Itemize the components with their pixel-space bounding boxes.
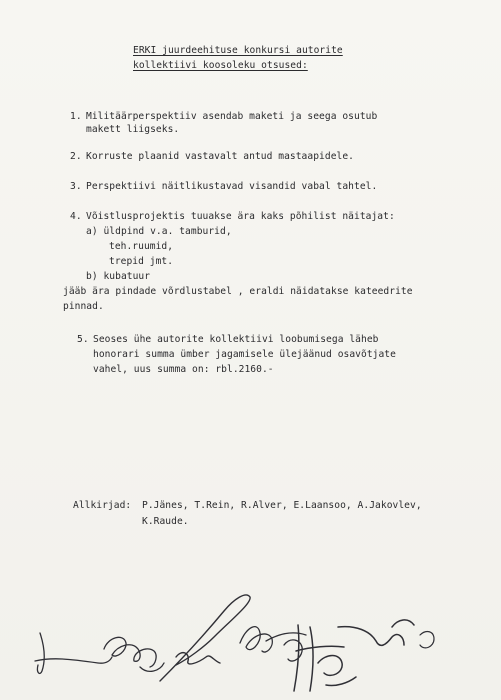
item-4-line-1: Võistlusprojektis tuuakse ära kaks põhilist näitajat:: [86, 211, 395, 222]
handwritten-signatures: [0, 575, 501, 700]
item-4-line-4: trepid jmt.: [109, 256, 174, 267]
item-4-line-7: pinnad.: [63, 301, 104, 312]
item-4-number: 4.: [70, 211, 82, 222]
item-5-number: 5.: [77, 334, 89, 345]
signature-2: [104, 637, 164, 671]
signature-3: [160, 595, 250, 681]
item-4-line-2: a) üldpind v.a. tamburid,: [86, 226, 232, 237]
signature-4: [240, 627, 306, 661]
item-4-line-5: b) kubatuur: [86, 271, 151, 282]
item-5-line-1: Seoses ühe autorite kollektiivi loobumisega läheb: [93, 334, 379, 345]
item-4-line-3: teh.ruumid,: [109, 241, 174, 252]
signatures-names-line-1: P.Jänes, T.Rein, R.Alver, E.Laansoo, A.Jakovlev,: [142, 500, 422, 511]
item-4-line-6: jääb ära pindade võrdlustabel , eraldi näidatakse kateedrite: [63, 286, 413, 297]
item-2-line-1: Korruste plaanid vastavalt antud mastaapidele.: [86, 151, 354, 162]
item-3-line-1: Perspektiivi näitlikustavad visandid vabal tahtel.: [86, 181, 378, 192]
item-1-line-2: makett liigseks.: [86, 124, 180, 135]
item-3-number: 3.: [70, 181, 82, 192]
document-title-line-2: kollektiivi koosoleku otsused:: [133, 60, 308, 71]
item-2-number: 2.: [70, 151, 82, 162]
item-5-line-3: vahel, uus summa on: rbl.2160.-: [93, 364, 274, 375]
signature-1: [35, 633, 112, 673]
signature-5: [294, 620, 414, 691]
document-title-line-1: ERKI juurdeehituse konkursi autorite: [133, 45, 343, 56]
item-1-number: 1.: [70, 111, 82, 122]
item-5-line-2: honorari summa ümber jagamisele ülejäänud osavõtjate: [93, 349, 396, 360]
signatures-names-line-2: K.Raude.: [142, 516, 189, 527]
signature-6: [420, 632, 434, 648]
item-1-line-1: Militäärperspektiiv asendab maketi ja seega osutub: [86, 111, 378, 122]
signatures-label: Allkirjad:: [73, 500, 132, 511]
